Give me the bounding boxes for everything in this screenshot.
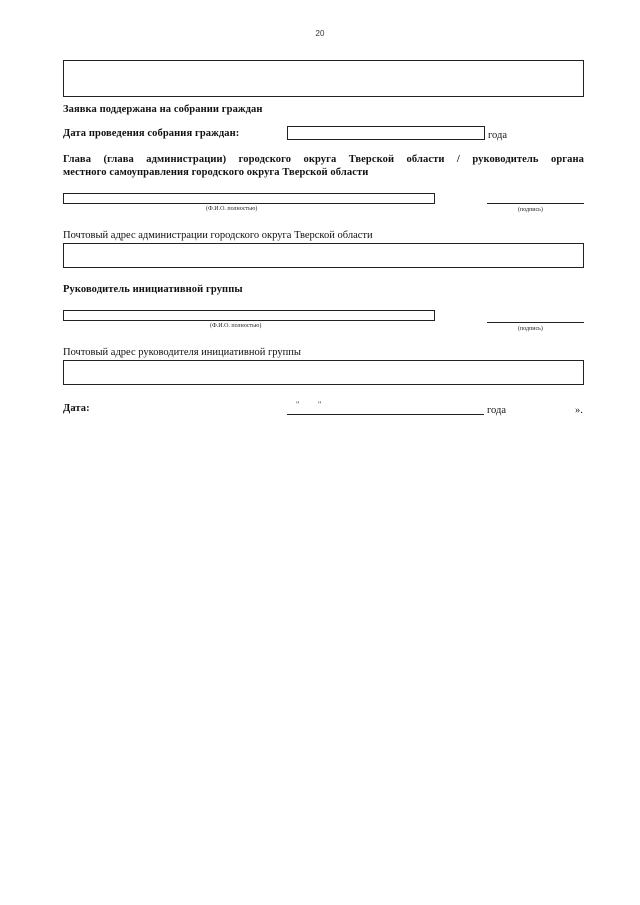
leader-signature-line[interactable] (487, 322, 584, 323)
admin-address-field[interactable] (63, 243, 584, 268)
head-signature-line[interactable] (487, 203, 584, 204)
meeting-date-label: Дата проведения собрания граждан: (63, 128, 240, 139)
head-label-line1: Глава (глава администрации) городского округа Тверской области / руководитель органа (63, 154, 584, 165)
date-quote-open: " (296, 400, 300, 409)
meeting-date-field[interactable] (287, 126, 485, 140)
leader-label: Руководитель инициативной группы (63, 284, 243, 295)
meeting-date-suffix: года (488, 130, 507, 141)
date-quote-close: " (318, 400, 322, 409)
date-suffix: года (487, 405, 506, 416)
admin-address-label: Почтовый адрес администрации городского округа Тверской области (63, 230, 373, 241)
page-number: 20 (315, 29, 325, 38)
leader-signature-caption: (подпись) (518, 326, 543, 332)
leader-name-field[interactable] (63, 310, 435, 321)
supported-title: Заявка поддержана на собрании граждан (63, 104, 263, 115)
leader-name-caption: (Ф.И.О. полностью) (210, 323, 262, 329)
head-name-field[interactable] (63, 193, 435, 204)
head-signature-caption: (подпись) (518, 207, 543, 213)
date-end-mark: ». (575, 405, 583, 416)
head-name-caption: (Ф.И.О. полностью) (206, 206, 258, 212)
leader-address-label: Почтовый адрес руководителя инициативной группы (63, 347, 301, 358)
date-line[interactable] (287, 414, 484, 415)
date-label: Дата: (63, 403, 90, 414)
leader-address-field[interactable] (63, 360, 584, 385)
head-label-line2: местного самоуправления городского округа Тверской области (63, 167, 369, 178)
top-text-box[interactable] (63, 60, 584, 97)
